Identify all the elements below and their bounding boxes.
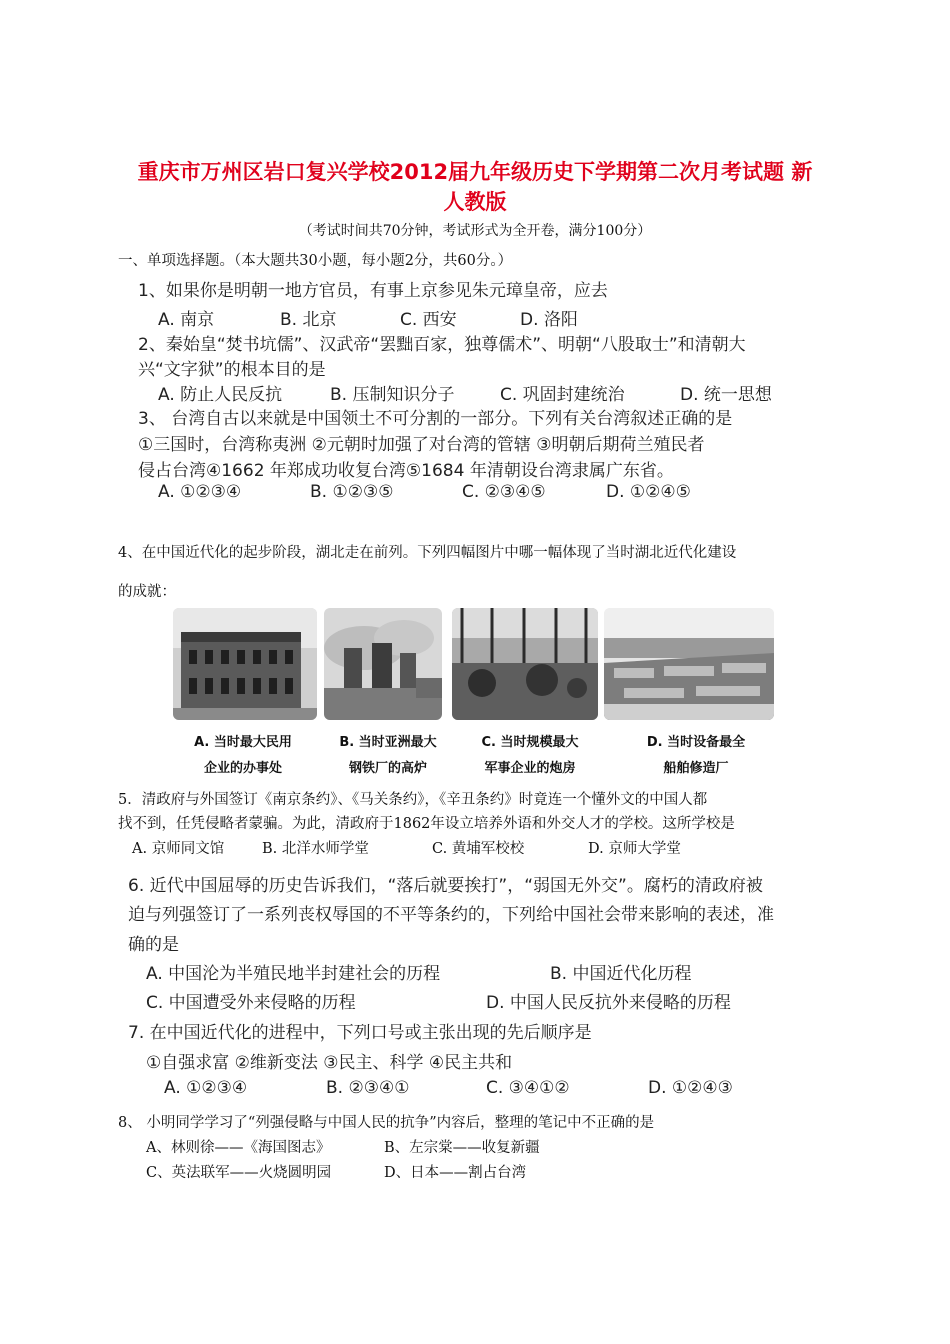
q3-option-c: C. ②③④⑤ <box>462 482 546 502</box>
q7-option-d: D. ①②④③ <box>648 1078 733 1098</box>
caption-a <box>168 730 318 782</box>
q3-option-b: B. ①②③⑤ <box>310 482 394 502</box>
q5-option-d: D. 京师大学堂 <box>588 841 681 857</box>
caption-c <box>455 730 605 782</box>
caption-b <box>318 730 458 782</box>
q6-stem-line3: 确的是 <box>128 935 179 955</box>
q5-stem-line2: 找不到，任凭侵略者蒙骗。为此，清政府于1862年设立培养外语和外交人才的学校。这所学校是 <box>118 816 735 832</box>
photo-office-building <box>173 608 317 720</box>
caption-d-line1: D. 当时设备最全 <box>646 735 746 750</box>
q6-option-b: B. 中国近代化历程 <box>550 964 692 984</box>
q7-option-c: C. ③④①② <box>486 1078 570 1098</box>
q4-stem-line2: 的成就： <box>118 584 176 600</box>
q8-option-a: A、林则徐——《海国图志》 <box>146 1140 331 1156</box>
q7-stem-line2: ①自强求富 ②维新变法 ③民主、科学 ④民主共和 <box>146 1053 513 1073</box>
caption-d-line2: 船舶修造厂 <box>663 761 729 776</box>
q2-option-a: A. 防止人民反抗 <box>158 385 283 405</box>
q6-stem-line2: 迫与列强签订了一系列丧权辱国的不平等条约的，下列给中国社会带来影响的表述，准 <box>128 905 774 925</box>
q2-option-c: C. 巩固封建统治 <box>500 385 625 405</box>
document-title-line2: 人教版 <box>443 190 507 214</box>
q8-stem: 8、 小明同学学习了“列强侵略与中国人民的抗争”内容后，整理的笔记中不正确的是 <box>118 1115 655 1131</box>
q5-option-b: B. 北洋水师学堂 <box>262 841 369 857</box>
q3-stem-line3: 侵占台湾④1662 年郑成功收复台湾⑤1684 年清朝设台湾隶属广东省。 <box>138 461 674 481</box>
caption-c-line2: 军事企业的炮房 <box>484 761 576 776</box>
q3-option-a: A. ①②③④ <box>158 482 242 502</box>
q7-option-a: A. ①②③④ <box>164 1078 248 1098</box>
q4-stem-line1: 4、在中国近代化的起步阶段，湖北走在前列。下列四幅图片中哪一幅体现了当时湖北近代化建设 <box>118 545 737 561</box>
caption-a-line1: A. 当时最大民用 <box>194 735 292 750</box>
exam-info: （考试时间共70分钟，考试形式为全开卷，满分100分） <box>298 223 652 239</box>
q1-option-b: B. 北京 <box>280 310 337 330</box>
q8-option-c: C、英法联军——火烧圆明园 <box>146 1165 332 1181</box>
q1-option-d: D. 洛阳 <box>520 310 578 330</box>
q6-stem-line1: 6. 近代中国屈辱的历史告诉我们，“落后就要挨打”，“弱国无外交”。腐朽的清政府被 <box>128 876 763 896</box>
q5-stem-line1: 5．清政府与外国签订《南京条约》、《马关条约》，《辛丑条约》时竟连一个懂外文的中国人都 <box>118 792 708 808</box>
caption-b-line2: 钢铁厂的高炉 <box>348 761 427 776</box>
q3-stem-line1: 3、 台湾自古以来就是中国领土不可分割的一部分。下列有关台湾叙述正确的是 <box>138 409 733 429</box>
photo-blast-furnace <box>324 608 442 720</box>
q6-option-c: C. 中国遭受外来侵略的历程 <box>146 993 356 1013</box>
photo-artillery-workshop <box>452 608 598 720</box>
caption-d <box>616 730 776 782</box>
q1-option-a: A. 南京 <box>158 310 215 330</box>
q2-stem-line1: 2、秦始皇“焚书坑儒”、汉武帝“罢黜百家，独尊儒术”、明朝“八股取士”和清朝大 <box>138 335 746 355</box>
q7-option-b: B. ②③④① <box>326 1078 410 1098</box>
photo-shipyard <box>604 608 774 720</box>
q2-option-d: D. 统一思想 <box>680 385 772 405</box>
q2-stem-line2: 兴“文字狱”的根本目的是 <box>138 360 326 380</box>
q5-option-a: A. 京师同文馆 <box>132 841 225 857</box>
q8-option-b: B、左宗棠——收复新疆 <box>384 1140 540 1156</box>
q8-option-d: D、日本——割占台湾 <box>384 1165 527 1181</box>
q2-option-b: B. 压制知识分子 <box>330 385 455 405</box>
section-heading: 一、单项选择题。（本大题共30小题，每小题2分，共60分。） <box>118 253 513 269</box>
caption-a-line2: 企业的办事处 <box>203 761 282 776</box>
caption-c-line1: C. 当时规模最大 <box>481 735 579 750</box>
q7-stem-line1: 7. 在中国近代化的进程中，下列口号或主张出现的先后顺序是 <box>128 1023 592 1043</box>
q6-option-a: A. 中国沦为半殖民地半封建社会的历程 <box>146 964 441 984</box>
document-title-line1: 重庆市万州区岩口复兴学校2012届九年级历史下学期第二次月考试题 新 <box>137 160 813 184</box>
caption-b-line1: B. 当时亚洲最大 <box>339 735 437 750</box>
q3-option-d: D. ①②④⑤ <box>606 482 691 502</box>
q6-option-d: D. 中国人民反抗外来侵略的历程 <box>486 993 731 1013</box>
q5-option-c: C. 黄埔军校校 <box>432 841 525 857</box>
q1-stem: 1、如果你是明朝一地方官员，有事上京参见朱元璋皇帝，应去 <box>138 281 608 301</box>
q1-option-c: C. 西安 <box>400 310 457 330</box>
q3-stem-line2: ①三国时，台湾称夷洲 ②元朝时加强了对台湾的管辖 ③明朝后期荷兰殖民者 <box>138 435 705 455</box>
